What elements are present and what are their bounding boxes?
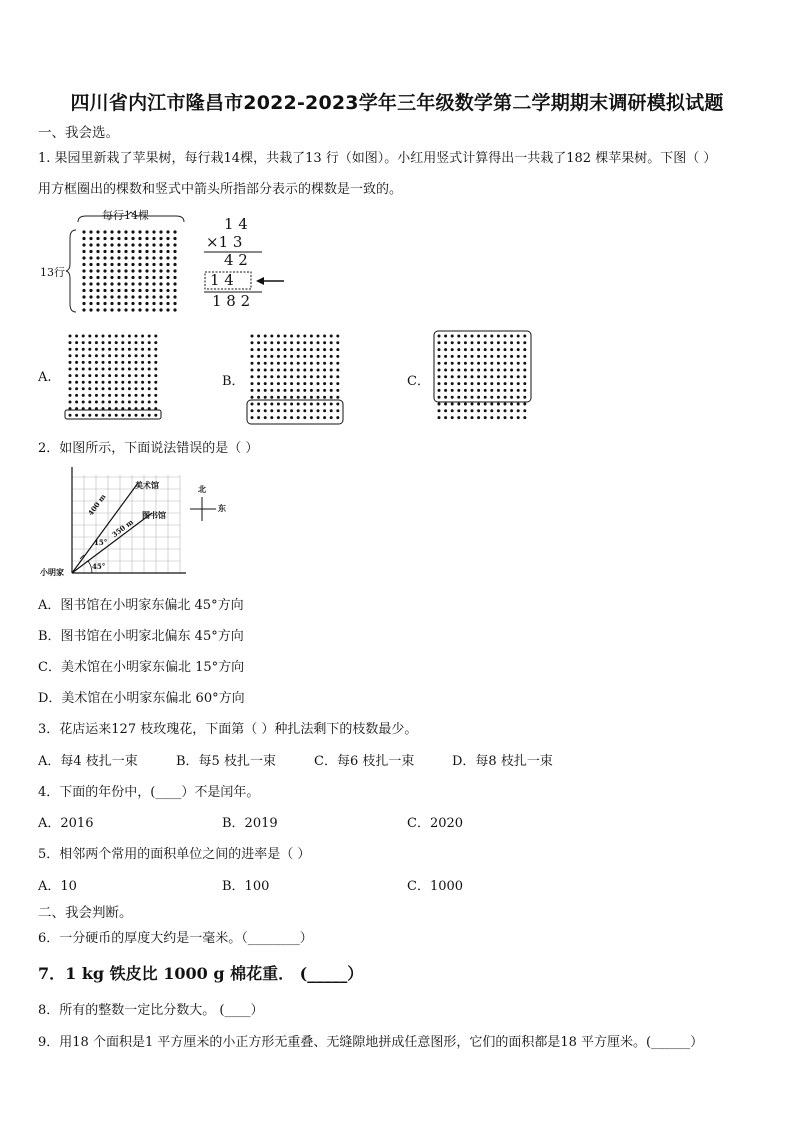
q9-statement[interactable]: 9．用18 个面积是1 平方厘米的小正方形无重叠、无缝隙地拼成任意图形，它们的面积都是18 平方厘米。(______） [38, 1035, 704, 1050]
q5-stem: 5．相邻两个常用的面积单位之间的进率是（ ） [38, 847, 311, 862]
q2-option-b[interactable]: B．图书馆在小明家北偏东 45°方向 [38, 629, 244, 644]
q3-option-c[interactable]: C．每6 枝扎一束 [314, 754, 415, 769]
q4-option-a[interactable]: A．2016 [38, 816, 94, 831]
q3-option-b[interactable]: B．每5 枝扎一束 [176, 754, 276, 769]
angle-45-label: 45° [92, 562, 106, 571]
q1-option-a-label[interactable]: A. [38, 370, 52, 385]
q5-option-a[interactable]: A．10 [38, 879, 77, 894]
q1-stem-line1: 1. 果园里新栽了苹果树，每行栽14棵，共栽了13 行（如图）。小红用竖式计算得出一共栽了182 棵苹果树。下图（ ） [38, 151, 717, 166]
library-label: 图书馆 [142, 510, 166, 520]
q8-statement[interactable]: 8．所有的整数一定比分数大。 (____） [38, 1003, 264, 1018]
arrow-left-icon [256, 275, 286, 287]
page-title: 四川省内江市隆昌市2022-2023学年三年级数学第二学期期末调研模拟试题 [70, 92, 724, 114]
q3-option-d[interactable]: D．每8 枝扎一束 [452, 754, 553, 769]
option-a-dot-grid[interactable] [64, 332, 162, 424]
option-c-dot-grid[interactable] [433, 330, 533, 426]
q2-option-c[interactable]: C．美术馆在小明家东偏北 15°方向 [38, 660, 245, 675]
museum-label: 美术馆 [135, 480, 159, 490]
q5-option-b[interactable]: B．100 [222, 879, 270, 894]
side-brace [66, 228, 78, 314]
q1-option-b-label[interactable]: B． [222, 374, 245, 389]
top-brace [76, 212, 186, 224]
q3-option-a[interactable]: A．每4 枝扎一束 [38, 754, 138, 769]
calc-partial-2: 1 4 [210, 271, 234, 289]
q1-rows-label: 13行 [40, 266, 65, 279]
q2-stem: 2．如图所示，下面说法错误的是（ ） [38, 441, 259, 456]
angle-15-label: 15° [94, 538, 108, 547]
q4-option-c[interactable]: C．2020 [407, 816, 464, 831]
section-heading-1: 一、我会选。 [38, 125, 119, 141]
q4-option-b[interactable]: B．2019 [222, 816, 278, 831]
q6-statement[interactable]: 6．一分硬币的厚度大约是一毫米。（________） [38, 931, 313, 946]
q7-statement[interactable]: 7．1 kg 铁皮比 1000 g 棉花重． (_____） [38, 964, 364, 983]
calc-sum: 1 8 2 [212, 292, 251, 310]
distance-400-label: 400 m [86, 492, 108, 518]
calc-multiplicand: 1 4 [224, 215, 248, 233]
section-heading-2: 二、我会判断。 [38, 905, 133, 921]
q2-option-d[interactable]: D．美术馆在小明家东偏北 60°方向 [38, 691, 245, 706]
compass-east-label: 东 [218, 503, 226, 513]
q1-row-count-label: 每行14棵 [102, 209, 149, 222]
option-b-dot-grid[interactable] [246, 332, 344, 426]
q1-option-c-label[interactable]: C． [407, 374, 430, 389]
dot-grid-14x13 [80, 228, 180, 314]
q3-stem: 3．花店运来127 枝玫瑰花，下面第（ ）种扎法剩下的枝数最少。 [38, 722, 418, 737]
q1-stem-line2: 用方框圈出的棵数和竖式中箭头所指部分表示的棵数是一致的。 [38, 182, 403, 197]
q4-stem: 4．下面的年份中，(____）不是闰年。 [38, 785, 260, 800]
q2-option-a[interactable]: A．图书馆在小明家东偏北 45°方向 [38, 598, 244, 613]
home-label: 小明家 [40, 567, 64, 577]
calc-partial-1: 4 2 [224, 251, 248, 269]
compass-north-label: 北 [198, 484, 206, 494]
calc-multiplier: ×1 3 [206, 233, 243, 251]
distance-350-label: 350 m [110, 517, 135, 540]
q5-option-c[interactable]: C．1000 [407, 879, 464, 894]
